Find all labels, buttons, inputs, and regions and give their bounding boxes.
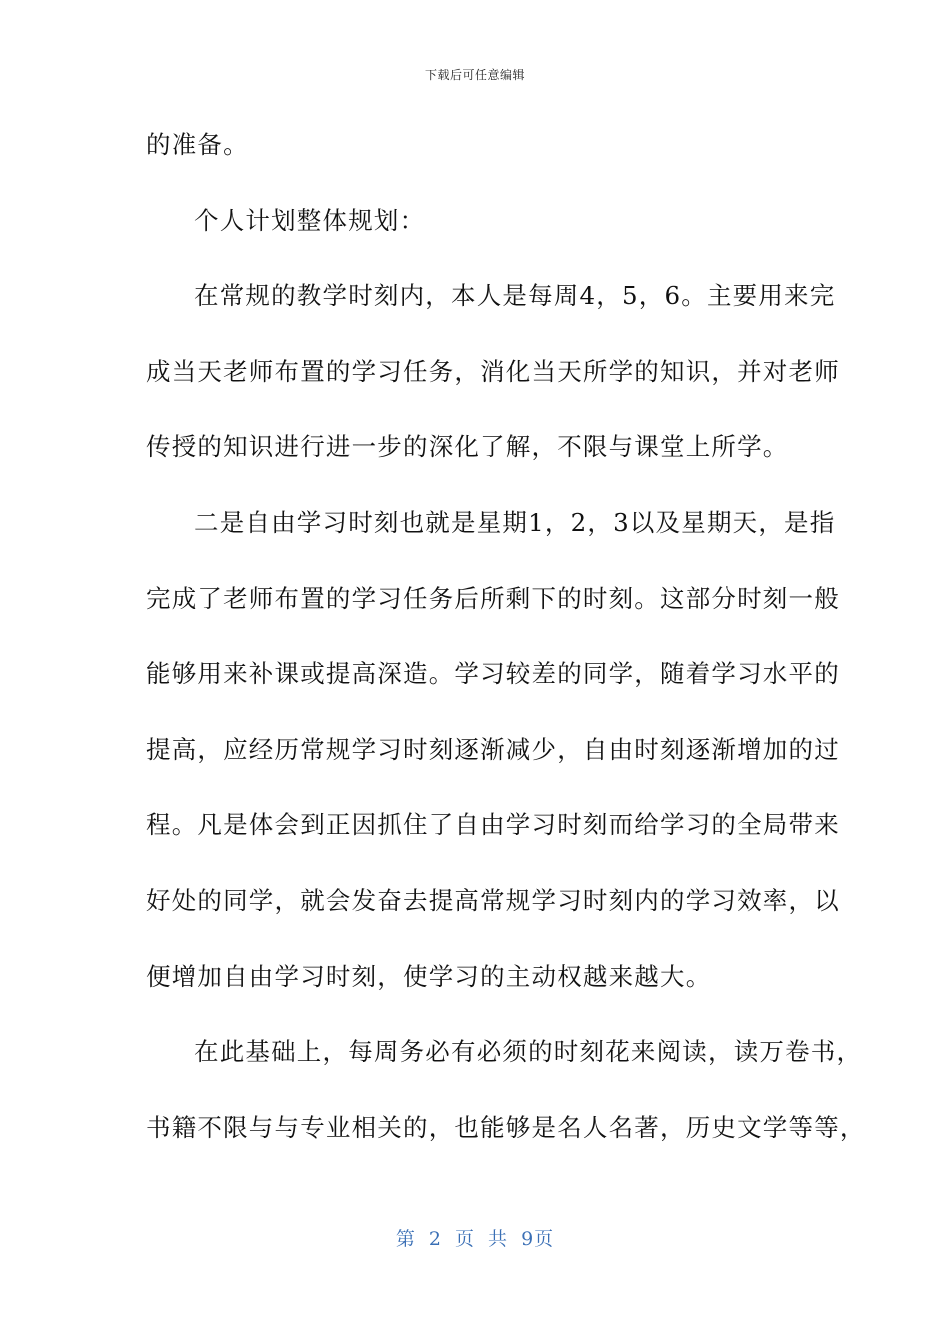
- text-line: 完成了老师布置的学习任务后所剩下的时刻。这部分时刻一般: [146, 583, 840, 613]
- text-line: 成当天老师布置的学习任务，消化当天所学的知识，并对老师: [146, 356, 840, 386]
- text-line: 提高，应经历常规学习时刻逐渐减少，自由时刻逐渐增加的过: [146, 734, 840, 764]
- text-line: 好处的同学，就会发奋去提高常规学习时刻内的学习效率，以: [146, 885, 840, 915]
- text-line: 的准备。: [146, 130, 249, 159]
- text-line: 个人计划整体规划：: [194, 205, 426, 235]
- text-line: 在常规的教学时刻内，本人是每周4，5，6。主要用来完: [194, 281, 836, 311]
- text-line: 传授的知识进行进一步的深化了解，不限与课堂上所学。: [146, 432, 789, 462]
- text-line: 能够用来补课或提高深造。学习较差的同学，随着学习水平的: [146, 659, 840, 689]
- text-line: 在此基础上，每周务必有必须的时刻花来阅读，读万卷书，: [194, 1037, 863, 1067]
- document-body: [146, 125, 866, 1183]
- text-line: 便增加自由学习时刻，使学习的主动权越来越大。: [146, 961, 712, 991]
- page-header-note: 下载后可任意编辑: [424, 68, 525, 82]
- text-line: 二是自由学习时刻也就是星期1，2，3以及星期天，是指: [194, 507, 836, 537]
- text-line: 程。凡是体会到正因抓住了自由学习时刻而给学习的全局带来: [146, 810, 840, 840]
- page-number-footer: 第 2 页 共 9页: [395, 1228, 555, 1250]
- text-line: 书籍不限与与专业相关的，也能够是名人名著，历史文学等等，: [146, 1112, 866, 1142]
